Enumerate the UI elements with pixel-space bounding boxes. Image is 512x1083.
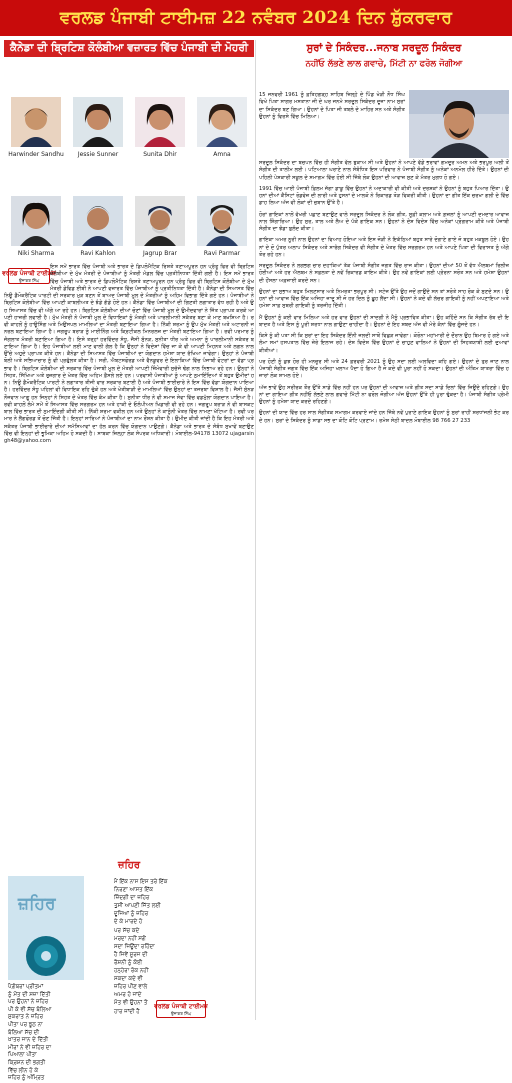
logo-line-1: ਵਰਲਡ ਪੰਜਾਬੀ ਟਾਈਮਜ਼	[154, 1002, 208, 1010]
right-article-paragraph: ਹੋਰਾਂ ਗਾਇਕਾਂ ਨਾਲੋਂ ਵੱਖਰੀ ਪਛਾਣ ਬਣਾਉਣ ਵਾਲੇ ਸਰਦੂਲ ਸਿਕੰਦਰ ਨੇ ਲੋਕ ਗੀਤ, ਸੂਫ਼ੀ ਕਲਾਮ ਅਤੇ ਗ਼ਜ਼ਲਾਂ ਨੂੰ ਆਪਣੀ ਦਮਦਾਰ ਆਵਾਜ਼ ਨਾਲ ਸ਼ਿੰਗਾਰਿਆ। ਉਹ ਸੁਰ, ਤਾਲ ਅਤੇ ਲੈਅ ਦੇ ਪੱਕੇ ਗਾਇਕ ਸਨ। ਉਹਨਾਂ ਨੇ ਦੇਸ਼ ਵਿਦੇਸ਼ ਵਿੱਚ ਅਨੇਕਾਂ ਪ੍ਰੋਗਰਾਮ ਕੀਤੇ ਅਤੇ ਪੰਜਾਬੀ ਸੰਗੀਤ ਦਾ ਝੰਡਾ ਬੁਲੰਦ ਕੀਤਾ।	[259, 211, 509, 232]
right-article-paragraph: ਉਹਨਾਂ ਦੀ ਯਾਦ ਵਿੱਚ ਹਰ ਸਾਲ ਸੰਗੀਤਕ ਸਮਾਗਮ ਕਰਵਾਏ ਜਾਂਦੇ ਹਨ ਜਿੱਥੇ ਨਵੇਂ ਪੁਰਾਣੇ ਗਾਇਕ ਉਹਨਾਂ ਨੂੰ ਸੁਰਾਂ ਰਾਹੀਂ ਸ਼ਰਧਾਂਜਲੀ ਭੇਟ ਕਰਦੇ ਹਨ। ਸੁਰਾਂ ਦੇ ਸਿਕੰਦਰ ਨੂੰ ਸਾਡਾ ਸਭ ਦਾ ਕੋਟਿ ਕੋਟਿ ਪ੍ਰਣਾਮ। ਰਮੇਸ਼ ਸੇਠੀ ਬਾਦਲ ਮੋਬਾਈਲ 98 766 27 233	[259, 410, 509, 424]
left-article	[2, 40, 254, 1082]
portrait-photo	[197, 97, 247, 147]
person-amna	[192, 97, 252, 158]
right-article-body	[259, 160, 509, 1020]
person-sunita-dhir	[130, 97, 190, 158]
portrait-photo	[197, 196, 247, 246]
masthead-banner	[0, 0, 512, 36]
book-cover-image	[8, 876, 84, 980]
portrait-photo	[135, 97, 185, 147]
portrait-photo	[73, 196, 123, 246]
right-article-paragraph: ਪਰ ਹੋਣੀ ਨੂੰ ਕੁਝ ਹੋਰ ਹੀ ਮਨਜ਼ੂਰ ਸੀ ਅਤੇ 24 ਫ਼ਰਵਰੀ 2021 ਨੂੰ ਉਹ ਸਦਾ ਲਈ ਅਲਵਿਦਾ ਕਹਿ ਗਏ। ਉਹਨਾਂ ਦੇ ਤੁਰ ਜਾਣ ਨਾਲ ਪੰਜਾਬੀ ਸੰਗੀਤ ਜਗਤ ਵਿੱਚ ਇੱਕ ਅਜਿਹਾ ਖਲਾਅ ਪੈਦਾ ਹੋ ਗਿਆ ਹੈ ਜੋ ਕਦੇ ਵੀ ਪੂਰਾ ਨਹੀਂ ਹੋ ਸਕਦਾ। ਉਹਨਾਂ ਦੀ ਅੰਤਿਮ ਯਾਤਰਾ ਵਿੱਚ ਹਜ਼ਾਰਾਂ ਲੋਕ ਸ਼ਾਮਲ ਹੋਏ।	[259, 358, 509, 380]
right-article-paragraph: ਮੈਂ ਉਹਨਾਂ ਨੂੰ ਕਈ ਵਾਰ ਮਿਲਿਆ ਅਤੇ ਹਰ ਵਾਰ ਉਹਨਾਂ ਦੀ ਸਾਦਗੀ ਨੇ ਮੈਨੂੰ ਪ੍ਰਭਾਵਿਤ ਕੀਤਾ। ਉਹ ਕਹਿੰਦੇ ਸਨ ਕਿ ਸੰਗੀਤ ਰੱਬ ਦੀ ਇਬਾਦਤ ਹੈ ਅਤੇ ਇਸ ਨੂੰ ਪੂਰੀ ਸ਼ਰਧਾ ਨਾਲ ਗਾਉਣਾ ਚਾਹੀਦਾ ਹੈ। ਉਹਨਾਂ ਦੇ ਇਹ ਸ਼ਬਦ ਅੱਜ ਵੀ ਮੇਰੇ ਕੰਨਾਂ ਵਿੱਚ ਗੂੰਜਦੇ ਹਨ।	[259, 314, 509, 328]
poem-column-2: ਮੈਂ ਇੱਕ ਨਾਸ ਇਸ ਤਰੇ ਇੱਕ ਨਿਰਣਾ ਆਸਤ ਇੱਕ ਜ਼ਿੰਦਗੀ ਦਾ ਜ਼ਹਿਰ ਤੁਸੀਂ ਆਪਣੀ ਜਿੱਤ ਲਈ ਦੂਜਿਆਂ ਨੂੰ ਜ਼ਹਿਰ ਦੇ ਕੇ ਮਾਰਦੇ ਹੋ ਪਰ ਸੱਚ ਕਦੇ ਮਰਦਾ ਨਹੀਂ ਸਗੋਂ ਸਦਾ ਜਿਊਂਦਾ ਰਹਿੰਦਾ ਹੈ ਜਿਵੇਂ ਸੂਰਜ ਦੀ ਰੌਸ਼ਨੀ ਨੂੰ ਕੋਈ ਹਨ੍ਹੇਰਾ ਰੋਕ ਨਹੀਂ ਸਕਦਾ ਕਦੇ ਵੀ ਜ਼ਹਿਰ ਪੀਣ ਵਾਲੇ ਅਮਰ ਹੋ ਜਾਂਦੇ ਮੌਤ ਵੀ ਉਹਨਾਂ ਤੋਂ ਹਾਰ ਜਾਂਦੀ ਹੈ	[114, 879, 168, 1015]
right-article-paragraph: 1991 ਵਿੱਚ ਆਈ ਪੰਜਾਬੀ ਫ਼ਿਲਮ ਜੱਗਾ ਡਾਕੂ ਵਿੱਚ ਉਹਨਾਂ ਨੇ ਅਦਾਕਾਰੀ ਵੀ ਕੀਤੀ ਅਤੇ ਦਰਸ਼ਕਾਂ ਨੇ ਉਹਨਾਂ ਨੂੰ ਬਹੁਤ ਪਿਆਰ ਦਿੱਤਾ। ਉਹਨਾਂ ਦੀਆਂ ਕੈਸਿਟਾਂ ਰੋਡਵੇਜ਼ ਦੀ ਲਾਰੀ ਅਤੇ ਹੁਸਨਾਂ ਦੇ ਮਾਲਕੋ ਨੇ ਰਿਕਾਰਡ ਤੋੜ ਵਿਕਰੀ ਕੀਤੀ। ਉਹਨਾਂ ਦਾ ਗੀਤ ਇੱਕ ਚਰਖਾ ਗਲੀ ਦੇ ਵਿੱਚ ਡਾਹ ਲਿਆ ਅੱਜ ਵੀ ਲੋਕਾਂ ਦੀ ਜ਼ੁਬਾਨ ਉੱਤੇ ਹੈ।	[259, 185, 509, 207]
singer-photo	[409, 90, 509, 158]
portrait-photo	[11, 196, 61, 246]
person-ravi-kahlon	[68, 196, 128, 257]
left-article-headline: ਕੈਨੇਡਾ ਦੀ ਬ੍ਰਿਟਿਸ਼ ਕੋਲੰਬੀਆ ਵਜ਼ਾਰਤ ਵਿੱਚ ਪੰਜਾਬੀ ਦੀ ਮੋਹਰੀ	[4, 40, 254, 57]
person-name: Harwinder Sandhu	[8, 151, 64, 158]
logo-float-spacer	[4, 264, 50, 286]
left-article-text: ਇਸ ਸਮੇਂ ਭਾਰਤ ਵਿੱਚ ਪੰਜਾਬੀ ਅਤੇ ਭਾਰਤ ਦੇ ਡਿਪਲੋਮੈਟਿਕ ਰਿਸ਼ਤੇ ਤਣਾਅਪੂਰਨ ਹਨ ਪ੍ਰੰਤੂ ਫਿਰ ਵੀ ਬ੍ਰਿਟਿਸ਼ ਕੋਲੰਬੀਆ ਦੇ ਮੁੱਖ ਮੰਤਰੀ ਦੇ ਪੰਜਾਬੀਆਂ ਨੂੰ ਮੰਤਰੀ ਮੰਡਲ ਵਿੱਚ ਪ੍ਰਤੀਨਿਧਤਾ ਦਿੱਤੀ ਗਈ ਹੈ। ਇਸ ਸਮੇਂ ਭਾਰਤ ਵਿੱਚ ਪੰਜਾਬੀ ਅਤੇ ਭਾਰਤ ਦੇ ਡਿਪਲੋਮੈਟਿਕ ਰਿਸ਼ਤੇ ਤਣਾਅਪੂਰਨ ਹਨ ਪ੍ਰੰਤੂ ਫਿਰ ਵੀ ਬ੍ਰਿਟਿਸ਼ ਕੋਲੰਬੀਆ ਦੇ ਮੁੱਖ ਮੰਤਰੀ ਡੇਵਿਡ ਈਬੀ ਨੇ ਆਪਣੀ ਵਜ਼ਾਰਤ ਵਿੱਚ ਪੰਜਾਬੀਆਂ ਨੂੰ ਪ੍ਰਤੀਨਿਧਤਾ ਦਿੱਤੀ ਹੈ। ਕੈਨੇਡਾ ਦੀ ਸਿਆਸਤ ਵਿੱਚ ਨਿਊ ਡੈਮੋਕਰੈਟਿਕ ਪਾਰਟੀ ਦੀ ਸਰਕਾਰ ਮੁੜ ਬਣਨ ਤੋਂ ਬਾਅਦ ਪੰਜਾਬੀ ਮੂਲ ਦੇ ਮੰਤਰੀਆਂ ਨੂੰ ਅਹਿਮ ਵਿਭਾਗ ਦਿੱਤੇ ਗਏ ਹਨ। ਪੰਜਾਬੀਆਂ ਨੇ ਬ੍ਰਿਟਿਸ਼ ਕੋਲੰਬੀਆ ਵਿੱਚ ਆਪਣੀ ਕਾਬਲੀਅਤ ਦੇ ਝੰਡੇ ਗੱਡੇ ਹੋਏ ਹਨ। ਕੈਨੇਡਾ ਵਿੱਚ ਪੰਜਾਬੀਆਂ ਦੀ ਗਿਣਤੀ ਲਗਾਤਾਰ ਵੱਧ ਰਹੀ ਹੈ ਅਤੇ ਉਹ ਸਿਆਸਤ ਵਿੱਚ ਵੀ ਅੱਗੇ ਆ ਰਹੇ ਹਨ। ਬ੍ਰਿਟਿਸ਼ ਕੋਲੰਬੀਆ ਦੀਆਂ ਚੋਣਾਂ ਵਿੱਚ ਪੰਜਾਬੀ ਮੂਲ ਦੇ ਉਮੀਦਵਾਰਾਂ ਨੇ ਜਿੱਤ ਪ੍ਰਾਪਤ ਕਰਕੇ ਆਪਣੀ ਹਾਜ਼ਰੀ ਲਵਾਈ ਹੈ। ਮੁੱਖ ਮੰਤਰੀ ਨੇ ਪੰਜਾਬੀ ਮੂਲ ਦੇ ਵਿਧਾਇਕਾਂ ਨੂੰ ਮੰਤਰੀ ਅਤੇ ਪਾਰਲੀਮਾਨੀ ਸਕੱਤਰ ਬਣਾ ਕੇ ਮਾਣ ਬਖ਼ਸ਼ਿਆ ਹੈ। ਰਵੀ ਕਾਹਲੋਂ ਨੂੰ ਹਾਊਸਿੰਗ ਅਤੇ ਮਿਉਂਸਪਲ ਮਾਮਲਿਆਂ ਦਾ ਮੰਤਰੀ ਬਣਾਇਆ ਗਿਆ ਹੈ। ਨਿੱਕੀ ਸ਼ਰਮਾ ਨੂੰ ਉਪ ਮੁੱਖ ਮੰਤਰੀ ਅਤੇ ਅਟਾਰਨੀ ਜਨਰਲ ਬਣਾਇਆ ਗਿਆ ਹੈ। ਜਗਰੂਪ ਬਰਾੜ ਨੂੰ ਮਾਈਨਿੰਗ ਅਤੇ ਕ੍ਰਿਟੀਕਲ ਮਿਨਰਲਜ਼ ਦਾ ਮੰਤਰੀ ਬਣਾਇਆ ਗਿਆ ਹੈ। ਰਵੀ ਪਰਮਾਰ ਨੂੰ ਜੰਗਲਾਤ ਮੰਤਰੀ ਬਣਾਇਆ ਗਿਆ ਹੈ। ਇਸੇ ਤਰ੍ਹਾਂ ਹਰਵਿੰਦਰ ਸੰਧੂ, ਜੈਸੀ ਸੁੰਨੜ, ਸੁਨੀਤਾ ਧੀਰ ਅਤੇ ਅਮਨਾ ਨੂੰ ਪਾਰਲੀਮਾਨੀ ਸਕੱਤਰ ਬਣਾਇਆ ਗਿਆ ਹੈ। ਇਹ ਪੰਜਾਬੀਆਂ ਲਈ ਮਾਣ ਵਾਲੀ ਗੱਲ ਹੈ ਕਿ ਉਨ੍ਹਾਂ ਨੇ ਵਿਦੇਸ਼ਾਂ ਵਿੱਚ ਜਾ ਕੇ ਵੀ ਆਪਣੀ ਮਿਹਨਤ ਅਤੇ ਲਗਨ ਨਾਲ ਉੱਚੇ ਅਹੁਦੇ ਪ੍ਰਾਪਤ ਕੀਤੇ ਹਨ। ਕੈਨੇਡਾ ਦੀ ਸਿਆਸਤ ਵਿੱਚ ਪੰਜਾਬੀਆਂ ਦਾ ਯੋਗਦਾਨ ਹਮੇਸ਼ਾ ਯਾਦ ਰੱਖਿਆ ਜਾਵੇਗਾ। ਉਨ੍ਹਾਂ ਨੇ ਪੰਜਾਬੀ ਬੋਲੀ ਅਤੇ ਸਭਿਆਚਾਰ ਨੂੰ ਵੀ ਪ੍ਰਫੁੱਲਤ ਕੀਤਾ ਹੈ। ਸਰੀ, ਐਬਟਸਫੋਰਡ ਅਤੇ ਵੈਨਕੂਵਰ ਦੇ ਇਲਾਕਿਆਂ ਵਿੱਚ ਪੰਜਾਬੀ ਵੋਟਰਾਂ ਦਾ ਵੱਡਾ ਪ੍ਰਭਾਵ ਹੈ। ਬ੍ਰਿਟਿਸ਼ ਕੋਲੰਬੀਆ ਦੀ ਸਰਕਾਰ ਵਿੱਚ ਪੰਜਾਬੀ ਮੂਲ ਦੇ ਮੰਤਰੀ ਆਪਣੀ ਜ਼ਿੰਮੇਵਾਰੀ ਸੁਚੱਜੇ ਢੰਗ ਨਾਲ ਨਿਭਾਅ ਰਹੇ ਹਨ। ਉਨ੍ਹਾਂ ਨੇ ਸਿਹਤ, ਸਿੱਖਿਆ ਅਤੇ ਰੁਜ਼ਗਾਰ ਦੇ ਖੇਤਰ ਵਿੱਚ ਅਹਿਮ ਫ਼ੈਸਲੇ ਲਏ ਹਨ। ਪਰਵਾਸੀ ਪੰਜਾਬੀਆਂ ਨੂੰ ਆਪਣੇ ਨੁਮਾਇੰਦਿਆਂ ਤੋਂ ਬਹੁਤ ਉਮੀਦਾਂ ਹਨ। ਨਿਊ ਡੈਮੋਕਰੈਟਿਕ ਪਾਰਟੀ ਨੇ ਲਗਾਤਾਰ ਤੀਜੀ ਵਾਰ ਸਰਕਾਰ ਬਣਾਈ ਹੈ ਅਤੇ ਪੰਜਾਬੀ ਭਾਈਚਾਰੇ ਨੇ ਇਸ ਵਿੱਚ ਵੱਡਾ ਯੋਗਦਾਨ ਪਾਇਆ ਹੈ। ਹਰਵਿੰਦਰ ਸੰਧੂ ਪਹਿਲਾਂ ਵੀ ਵਿਧਾਇਕ ਰਹਿ ਚੁੱਕੇ ਹਨ ਅਤੇ ਖੇਤੀਬਾੜੀ ਦੇ ਮਾਮਲਿਆਂ ਵਿੱਚ ਉਨ੍ਹਾਂ ਦਾ ਤਜਰਬਾ ਵਿਸ਼ਾਲ ਹੈ। ਜੈਸੀ ਸੁੰਨੜ ਨੌਜਵਾਨ ਆਗੂ ਹਨ ਜਿਨ੍ਹਾਂ ਨੇ ਸਿਹਤ ਦੇ ਖੇਤਰ ਵਿੱਚ ਕੰਮ ਕੀਤਾ ਹੈ। ਸੁਨੀਤਾ ਧੀਰ ਨੇ ਵੀ ਸਮਾਜ ਸੇਵਾ ਵਿੱਚ ਵਡਮੁੱਲਾ ਯੋਗਦਾਨ ਪਾਇਆ ਹੈ। ਰਵੀ ਕਾਹਲੋਂ ਲੰਮੇ ਸਮੇਂ ਤੋਂ ਸਿਆਸਤ ਵਿੱਚ ਸਰਗਰਮ ਹਨ ਅਤੇ ਹਾਕੀ ਦੇ ਓਲੰਪੀਅਨ ਖਿਡਾਰੀ ਵੀ ਰਹੇ ਹਨ। ਜਗਰੂਪ ਬਰਾੜ ਨੇ ਵੀ ਬਾਸਕਟਬਾਲ ਵਿੱਚ ਭਾਰਤ ਦੀ ਨੁਮਾਇੰਦਗੀ ਕੀਤੀ ਸੀ। ਨਿੱਕੀ ਸ਼ਰਮਾ ਵਕੀਲ ਹਨ ਅਤੇ ਉਨ੍ਹਾਂ ਨੇ ਕਾਨੂੰਨੀ ਖੇਤਰ ਵਿੱਚ ਨਾਮਣਾ ਖੱਟਿਆ ਹੈ। ਰਵੀ ਪਰਮਾਰ ਨੇ ਲੈਂਗਫੋਰਡ ਤੋਂ ਚੋਣ ਜਿੱਤੀ ਹੈ। ਇਨ੍ਹਾਂ ਸਾਰਿਆਂ ਨੇ ਪੰਜਾਬੀਆਂ ਦਾ ਨਾਮ ਰੌਸ਼ਨ ਕੀਤਾ ਹੈ। ਉਮੀਦ ਕੀਤੀ ਜਾਂਦੀ ਹੈ ਕਿ ਇਹ ਮੰਤਰੀ ਅਤੇ ਸਕੱਤਰ ਪੰਜਾਬੀ ਭਾਈਚਾਰੇ ਦੀਆਂ ਸਮੱਸਿਆਵਾਂ ਦਾ ਹੱਲ ਕਰਨ ਵਿੱਚ ਯੋਗਦਾਨ ਪਾਉਣਗੇ। ਕੈਨੇਡਾ ਅਤੇ ਭਾਰਤ ਦੇ ਸੰਬੰਧ ਸੁਖਾਵੇਂ ਬਣਾਉਣ ਵਿੱਚ ਵੀ ਇਨ੍ਹਾਂ ਦੀ ਭੂਮਿਕਾ ਅਹਿਮ ਹੋ ਸਕਦੀ ਹੈ। ਸਾਬਕਾ ਜ਼ਿਲ੍ਹਾ ਲੋਕ ਸੰਪਰਕ ਅਧਿਕਾਰੀ। ਮੋਬਾਈਲ-94178 13072 ujagarsingh48@yahoo.com	[4, 264, 254, 444]
person-ravi-parmar	[192, 196, 252, 257]
person-name: Sunita Dhir	[143, 151, 177, 158]
right-article-intro: 15 ਜਨਵਰੀ 1961 ਨੂੰ ਫ਼ਤਿਹਗੜ੍ਹ ਸਾਹਿਬ ਜ਼ਿਲ੍ਹੇ ਦੇ ਪਿੰਡ ਖੇੜੀ ਨੌਧ ਸਿੰਘ ਵਿਖੇ ਪਿਤਾ ਸਾਗਰ ਮਸਤਾਨਾ ਜੀ ਦੇ ਘਰ ਜਨਮੇ ਸਰਦੂਲ ਸਿਕੰਦਰ ਦੂਜਾ ਨਾਮ ਸੁਰਾਂ ਦਾ ਸਿਕੰਦਰ ਬਣ ਗਿਆ। ਉਹਨਾਂ ਦੇ ਪਿਤਾ ਜੀ ਤਬਲੇ ਦੇ ਮਾਹਿਰ ਸਨ ਅਤੇ ਸੰਗੀਤ ਉਹਨਾਂ ਨੂੰ ਵਿਰਸੇ ਵਿੱਚ ਮਿਲਿਆ।	[259, 92, 405, 120]
portrait-photo	[73, 97, 123, 147]
right-article	[259, 40, 509, 1020]
person-jagrup-brar	[130, 196, 190, 257]
person-name: Jessie Sunner	[77, 151, 119, 158]
portrait-photo	[11, 97, 61, 147]
person-name: Ravi Kahlon	[80, 250, 116, 257]
poem-column-1: ਪੈਗ਼ੰਬਰਾਂ ਪ੍ਰੀਤਮਾਂ ਨੂੰ ਮੌਤ ਦੀ ਸਜ਼ਾ ਦਿੱਤੀ ਪਰ ਉਹਨਾਂ ਨੇ ਜ਼ਹਿਰ ਪੀ ਕੇ ਵੀ ਸੱਚ ਬੋਲਿਆ ਸੁਕਰਾਤ ਨੇ ਜ਼ਹਿਰ ਪੀਤਾ ਪਰ ਝੂਠ ਨਾ ਬੋਲਿਆ ਸੱਚ ਦੀ ਖ਼ਾਤਰ ਜਾਨ ਦੇ ਦਿੱਤੀ ਮੀਰਾਂ ਨੇ ਵੀ ਜ਼ਹਿਰ ਦਾ ਪਿਆਲਾ ਪੀਤਾ ਕ੍ਰਿਸ਼ਨ ਦੀ ਭਗਤੀ ਵਿੱਚ ਲੀਨ ਹੋ ਕੇ ਜ਼ਹਿਰ ਨੂੰ ਅੰਮ੍ਰਿਤ	[8, 984, 52, 1082]
person-jessie-sunner	[68, 97, 128, 158]
right-article-paragraph: ਅੱਜ ਭਾਵੇਂ ਉਹ ਸਰੀਰਕ ਤੌਰ ਉੱਤੇ ਸਾਡੇ ਵਿੱਚ ਨਹੀਂ ਹਨ ਪਰ ਉਹਨਾਂ ਦੀ ਆਵਾਜ਼ ਅਤੇ ਗੀਤ ਸਦਾ ਸਾਡੇ ਦਿਲਾਂ ਵਿੱਚ ਜਿਊਂਦੇ ਰਹਿਣਗੇ। ਉਹਨਾਂ ਦਾ ਗਾਇਆ ਗੀਤ ਨਹੀਂਓ ਲੱਭਣੇ ਲਾਲ ਗਵਾਚੇ ਮਿੱਟੀ ਨਾ ਫਰੋਲ ਜੋਗੀਆ ਅੱਜ ਉਹਨਾਂ ਉੱਤੇ ਹੀ ਪੂਰਾ ਢੁੱਕਦਾ ਹੈ। ਪੰਜਾਬੀ ਸੰਗੀਤ ਪ੍ਰੇਮੀ ਉਹਨਾਂ ਨੂੰ ਹਮੇਸ਼ਾ ਯਾਦ ਕਰਦੇ ਰਹਿਣਗੇ।	[259, 384, 509, 405]
column-divider	[255, 40, 256, 1020]
left-article-body	[4, 264, 254, 854]
right-article-paragraph: ਉਹਨਾਂ ਦਾ ਸੁਭਾਅ ਬਹੁਤ ਮਿਲਣਸਾਰ ਅਤੇ ਨਿਮਰਤਾ ਭਰਪੂਰ ਸੀ। ਸਟੇਜ ਉੱਤੇ ਉਹ ਜਦੋਂ ਗਾਉਂਦੇ ਸਨ ਤਾਂ ਸਰੋਤੇ ਸਾਹ ਰੋਕ ਕੇ ਸੁਣਦੇ ਸਨ। ਉਹਨਾਂ ਦੀ ਆਵਾਜ਼ ਵਿੱਚ ਇੱਕ ਅਜਿਹਾ ਜਾਦੂ ਸੀ ਜੋ ਹਰ ਦਿਲ ਨੂੰ ਛੂਹ ਲੈਂਦਾ ਸੀ। ਉਹਨਾਂ ਨੇ ਕਦੇ ਵੀ ਲੱਚਰ ਗਾਇਕੀ ਨੂੰ ਨਹੀਂ ਅਪਣਾਇਆ ਅਤੇ ਹਮੇਸ਼ਾ ਸਾਫ਼ ਸੁਥਰੀ ਗਾਇਕੀ ਨੂੰ ਤਰਜੀਹ ਦਿੱਤੀ।	[259, 288, 509, 310]
masthead-title: ਵਰਲਡ ਪੰਜਾਬੀ ਟਾਈਮਜ਼ 22 ਨਵੰਬਰ 2024 ਦਿਨ ਸ਼ੁੱਕਰਵਾਰ	[59, 8, 453, 28]
person-name: Ravi Parmar	[203, 250, 241, 257]
right-article-title: ਸੁਰਾਂ ਦੇ ਸਿਕੰਦਰ...ਜਨਾਬ ਸਰਦੂਲ ਸਿਕੰਦਰ	[306, 43, 462, 54]
book-cover-title: ਜ਼ਹਿਰ	[18, 894, 56, 914]
newspaper-logo-badge-footer	[156, 1000, 206, 1018]
poem-title: ਜ਼ਹਿਰ	[117, 860, 141, 871]
portrait-photo	[135, 196, 185, 246]
right-article-paragraph: ਗਾਇਕਾ ਅਮਰ ਨੂਰੀ ਨਾਲ ਉਹਨਾਂ ਦਾ ਵਿਆਹ ਹੋਇਆ ਅਤੇ ਇਸ ਜੋੜੀ ਨੇ ਇਕੱਠਿਆਂ ਬਹੁਤ ਸਾਰੇ ਦੋਗਾਣੇ ਗਾਏ ਜੋ ਬਹੁਤ ਮਕਬੂਲ ਹੋਏ। ਉਹਨਾਂ ਦੇ ਦੋ ਪੁੱਤਰ ਅਲਾਪ ਸਿਕੰਦਰ ਅਤੇ ਸਾਰੰਗ ਸਿਕੰਦਰ ਵੀ ਸੰਗੀਤ ਦੇ ਖੇਤਰ ਵਿੱਚ ਸਰਗਰਮ ਹਨ ਅਤੇ ਆਪਣੇ ਪਿਤਾ ਦੀ ਵਿਰਾਸਤ ਨੂੰ ਅੱਗੇ ਤੋਰ ਰਹੇ ਹਨ।	[259, 237, 509, 258]
person-name: Niki Sharma	[17, 250, 55, 257]
person-niki-sharma	[6, 196, 66, 257]
right-article-paragraph: ਕਿਸੇ ਨੂੰ ਕੀ ਪਤਾ ਸੀ ਕਿ ਸੁਰਾਂ ਦਾ ਇਹ ਸਿਕੰਦਰ ਇੰਨੀ ਜਲਦੀ ਸਾਥੋਂ ਵਿਛੜ ਜਾਵੇਗਾ। ਕੋਰੋਨਾ ਮਹਾਂਮਾਰੀ ਦੇ ਦੌਰਾਨ ਉਹ ਬਿਮਾਰ ਹੋ ਗਏ ਅਤੇ ਲੰਮਾ ਸਮਾਂ ਹਸਪਤਾਲ ਵਿੱਚ ਜ਼ੇਰੇ ਇਲਾਜ ਰਹੇ। ਦੇਸ਼ ਵਿਦੇਸ਼ ਵਿੱਚ ਉਹਨਾਂ ਦੇ ਚਾਹੁਣ ਵਾਲਿਆਂ ਨੇ ਉਹਨਾਂ ਦੀ ਸਿਹਤਯਾਬੀ ਲਈ ਦੁਆਵਾਂ ਕੀਤੀਆਂ।	[259, 333, 509, 354]
logo-line-1: ਵਰਲਡ ਪੰਜਾਬੀ ਟਾਈਮਜ਼	[2, 269, 56, 277]
person-harwinder-sandhu	[6, 97, 66, 158]
logo-line-2: ਉਜਾਗਰ ਸਿੰਘ	[18, 277, 40, 283]
right-article-paragraph: ਸਰਦੂਲ ਸਿਕੰਦਰ ਨੇ ਲਗਭਗ ਚਾਰ ਦਹਾਕਿਆਂ ਤੱਕ ਪੰਜਾਬੀ ਸੰਗੀਤ ਜਗਤ ਵਿੱਚ ਰਾਜ ਕੀਤਾ। ਉਹਨਾਂ ਦੀਆਂ 50 ਤੋਂ ਵੱਧ ਐਲਬਮਾਂ ਰਿਲੀਜ਼ ਹੋਈਆਂ ਅਤੇ ਹਰ ਐਲਬਮ ਨੇ ਸਫ਼ਲਤਾ ਦੇ ਨਵੇਂ ਰਿਕਾਰਡ ਕਾਇਮ ਕੀਤੇ। ਉਹ ਨਵੇਂ ਗਾਇਕਾਂ ਲਈ ਪ੍ਰੇਰਨਾ ਸਰੋਤ ਸਨ ਅਤੇ ਹਮੇਸ਼ਾ ਉਹਨਾਂ ਦੀ ਹੌਂਸਲਾ ਅਫ਼ਜ਼ਾਈ ਕਰਦੇ ਸਨ।	[259, 263, 509, 284]
person-name: Jagrup Brar	[143, 250, 177, 257]
logo-line-2: ਉਜਾਗਰ ਸਿੰਘ	[170, 1010, 192, 1016]
right-article-subtitle: ਨਹੀਂਓ ਲੱਭਣੇ ਲਾਲ ਗਵਾਚੇ, ਮਿੱਟੀ ਨਾ ਫਰੋਲ ਜੋਗੀਆ	[305, 59, 463, 69]
right-article-paragraph: ਸਰਦੂਲ ਸਿਕੰਦਰ ਦਾ ਬਚਪਨ ਵਿੱਚ ਹੀ ਸੰਗੀਤ ਵੱਲ ਝੁਕਾਅ ਸੀ ਅਤੇ ਉਹਨਾਂ ਨੇ ਆਪਣੇ ਵੱਡੇ ਭਰਾਵਾਂ ਗਮਦੂਰ ਅਮਨ ਅਤੇ ਭਰਪੂਰ ਅਲੀ ਤੋਂ ਸੰਗੀਤ ਦੀ ਤਾਲੀਮ ਲਈ। ਪਟਿਆਲਾ ਘਰਾਣੇ ਨਾਲ ਸੰਬੰਧਿਤ ਇਸ ਪਰਿਵਾਰ ਨੇ ਪੰਜਾਬੀ ਸੰਗੀਤ ਨੂੰ ਅਨੇਕਾਂ ਅਨਮੋਲ ਹੀਰੇ ਦਿੱਤੇ। ਉਹਨਾਂ ਦੀ ਪਹਿਲੀ ਪੇਸ਼ਕਾਰੀ ਸਕੂਲ ਦੇ ਸਮਾਗਮ ਵਿੱਚ ਹੋਈ ਸੀ ਜਿੱਥੇ ਲੋਕ ਉਹਨਾਂ ਦੀ ਆਵਾਜ਼ ਸੁਣ ਕੇ ਮੰਤਰ ਮੁਗਧ ਹੋ ਗਏ।	[259, 160, 509, 181]
portrait-grid	[4, 61, 254, 286]
person-name: Amna	[213, 151, 231, 158]
